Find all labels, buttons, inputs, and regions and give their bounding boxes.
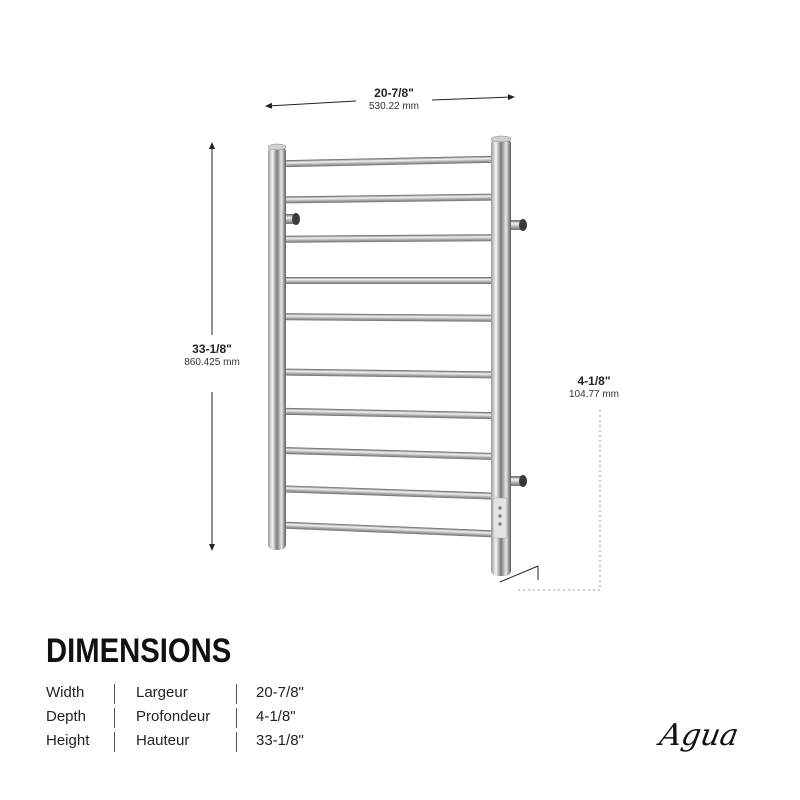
width-arrow-left — [268, 101, 356, 106]
bar-8 — [284, 447, 494, 460]
row-height-fr: Hauteur — [136, 732, 190, 749]
row-width-en: Width — [46, 684, 85, 701]
height-metric-label: 860.425 mm — [184, 357, 240, 368]
row-depth-value: 4-1/8" — [256, 708, 296, 725]
depth-metric-label: 104.77 mm — [568, 389, 620, 400]
bar-10 — [284, 522, 494, 538]
depth-imperial-label: 4-1/8" — [577, 374, 611, 388]
agua-logo: Agua — [656, 718, 742, 753]
row-width-sep-2 — [236, 684, 237, 704]
height-imperial-label: 33-1/8" — [192, 342, 232, 356]
bar-6 — [284, 369, 494, 379]
row-height-en: Height — [46, 732, 90, 749]
row-width-sep-1 — [114, 684, 115, 704]
row-height-sep-1 — [114, 732, 115, 752]
row-width-fr: Largeur — [136, 684, 188, 701]
row-depth-en: Depth — [46, 708, 87, 725]
width-imperial-label: 20-7/8" — [374, 86, 414, 100]
power-switch — [493, 498, 507, 538]
row-depth-sep-1 — [114, 708, 115, 728]
left-post — [268, 144, 286, 550]
row-height-value: 33-1/8" — [256, 732, 304, 749]
towel-bars — [284, 156, 494, 538]
row-depth-sep-2 — [236, 708, 237, 728]
bar-2 — [284, 194, 494, 204]
width-arrow-right — [432, 97, 512, 100]
wall-mount-lower-right — [510, 475, 527, 487]
bar-3 — [284, 234, 494, 242]
bar-5 — [284, 313, 494, 321]
row-width-value: 20-7/8" — [256, 684, 304, 701]
wall-mount-upper-right — [510, 219, 527, 231]
dimensions-title: DIMENSIONS — [46, 632, 232, 670]
width-metric-label: 530.22 mm — [368, 101, 420, 112]
bar-1 — [284, 156, 494, 167]
bar-4 — [284, 277, 494, 284]
row-height-sep-2 — [236, 732, 237, 752]
bar-9 — [284, 485, 494, 499]
row-depth-fr: Profondeur — [136, 708, 211, 725]
bar-7 — [284, 408, 494, 419]
